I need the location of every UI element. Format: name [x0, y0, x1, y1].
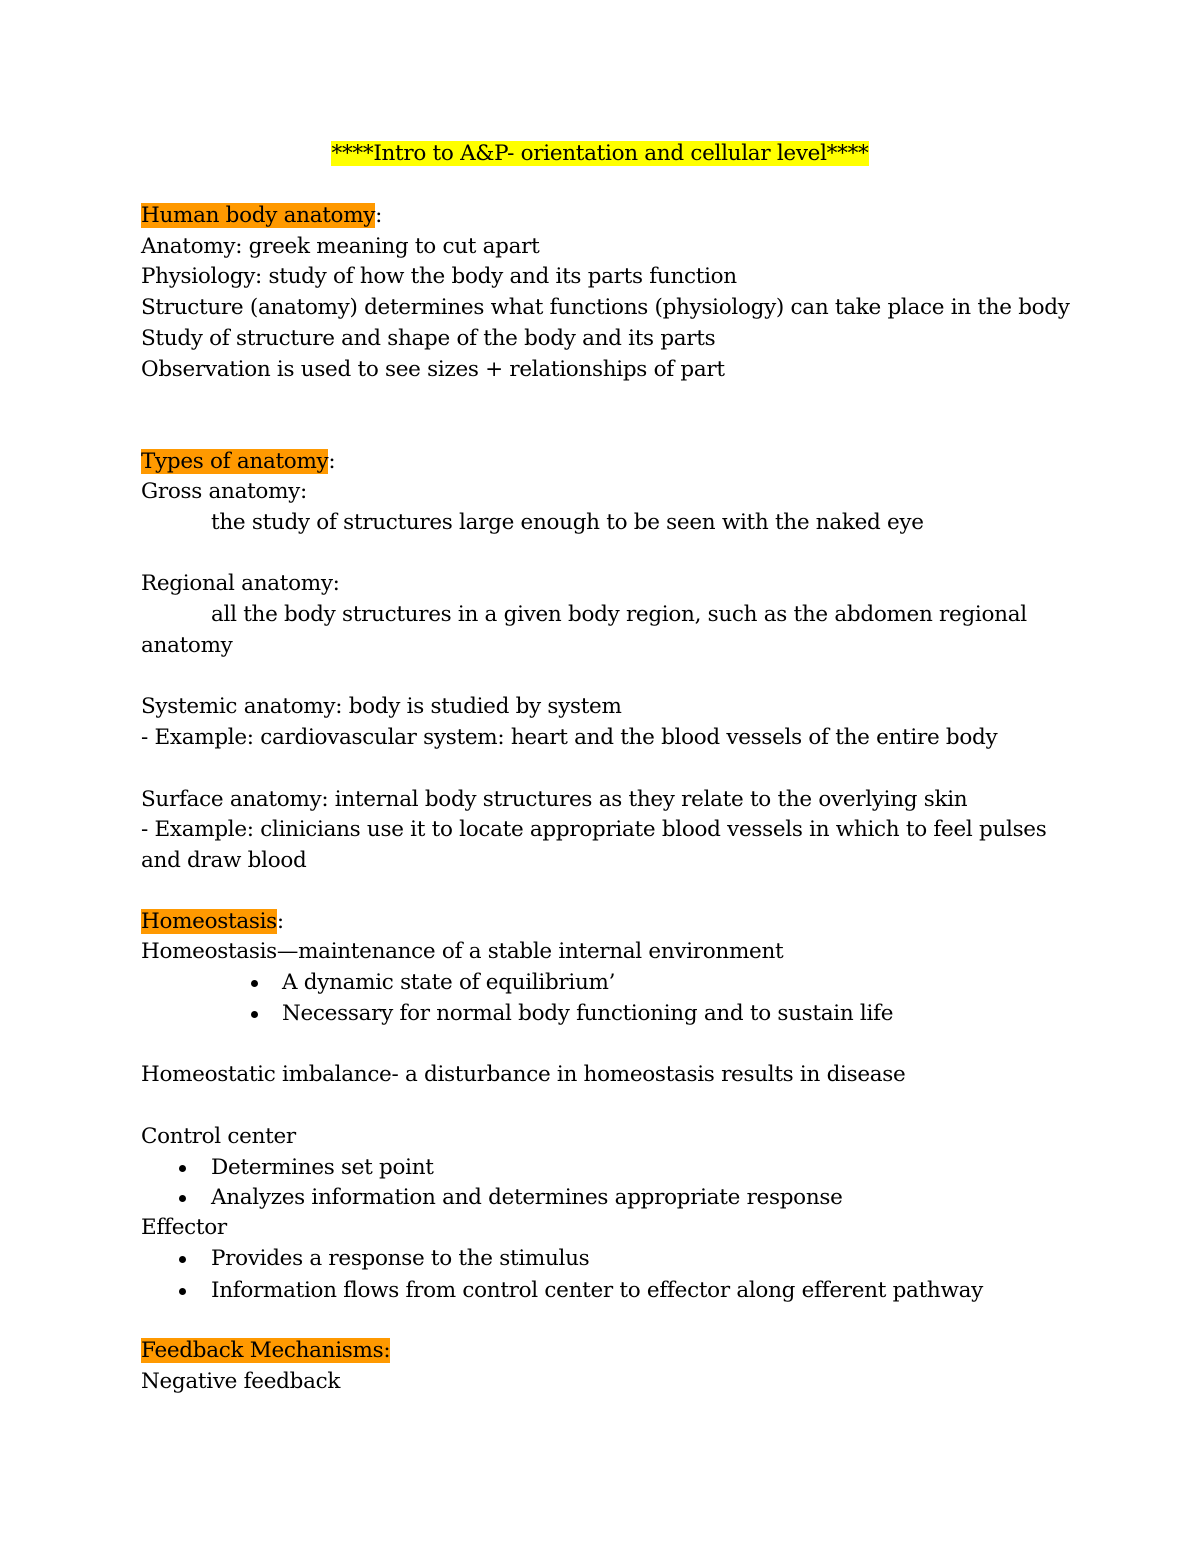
homeostasis-definition: Homeostasis—maintenance of a stable internal environment: [141, 939, 784, 964]
surface-example-cont: and draw blood: [141, 848, 307, 873]
heading-human-body-anatomy: [141, 201, 382, 231]
list-item: Information flows from control center to effector along efferent pathway: [211, 1278, 983, 1303]
regional-anatomy-text: all the body structures in a given body region, such as the abdomen regional: [211, 602, 1027, 627]
body-line: Physiology: study of how the body and its parts function: [141, 264, 737, 289]
heading-highlight: Feedback Mechanisms:: [141, 1338, 391, 1363]
list-item: Provides a response to the stimulus: [211, 1246, 590, 1271]
heading-highlight: Types of anatomy: [141, 449, 329, 474]
heading-feedback-mechanisms: [141, 1336, 390, 1366]
heading-homeostasis: [141, 907, 284, 937]
bullet-icon: [179, 1288, 186, 1295]
body-line: Anatomy: greek meaning to cut apart: [141, 234, 540, 259]
heading-highlight: Homeostasis: [141, 909, 277, 934]
systemic-anatomy: Systemic anatomy: body is studied by system: [141, 694, 622, 719]
bullet-icon: [251, 1011, 258, 1018]
list-item: Determines set point: [211, 1155, 434, 1180]
bullet-icon: [251, 980, 258, 987]
surface-anatomy: Surface anatomy: internal body structures as they relate to the overlying skin: [141, 787, 968, 812]
gross-anatomy-label: Gross anatomy:: [141, 479, 307, 504]
bullet-icon: [179, 1195, 186, 1202]
list-item: Necessary for normal body functioning and to sustain life: [282, 1001, 894, 1026]
regional-anatomy-label: Regional anatomy:: [141, 571, 340, 596]
regional-anatomy-text-cont: anatomy: [141, 633, 233, 658]
list-item: Analyzes information and determines appropriate response: [211, 1185, 843, 1210]
gross-anatomy-text: the study of structures large enough to be seen with the naked eye: [211, 510, 924, 535]
systemic-example: - Example: cardiovascular system: heart and the blood vessels of the entire body: [141, 725, 998, 750]
heading-colon: :: [375, 203, 383, 228]
title-highlight: ****Intro to A&P- orientation and cellular level****: [331, 141, 869, 166]
bullet-icon: [179, 1256, 186, 1263]
homeostatic-imbalance: Homeostatic imbalance- a disturbance in homeostasis results in disease: [141, 1062, 906, 1087]
body-line: Structure (anatomy) determines what functions (physiology) can take place in the body: [141, 295, 1070, 320]
surface-example: - Example: clinicians use it to locate appropriate blood vessels in which to feel pulses: [141, 817, 1047, 842]
document-title: [0, 139, 1200, 169]
negative-feedback: Negative feedback: [141, 1369, 341, 1394]
heading-colon: :: [328, 449, 336, 474]
heading-highlight: Human body anatomy: [141, 203, 376, 228]
list-item: A dynamic state of equilibrium’: [282, 970, 616, 995]
heading-types-of-anatomy: [141, 447, 335, 477]
body-line: Observation is used to see sizes + relationships of part: [141, 357, 725, 382]
effector-label: Effector: [141, 1215, 227, 1240]
heading-colon: :: [276, 909, 284, 934]
body-line: Study of structure and shape of the body and its parts: [141, 326, 716, 351]
bullet-icon: [179, 1165, 186, 1172]
control-center-label: Control center: [141, 1124, 296, 1149]
